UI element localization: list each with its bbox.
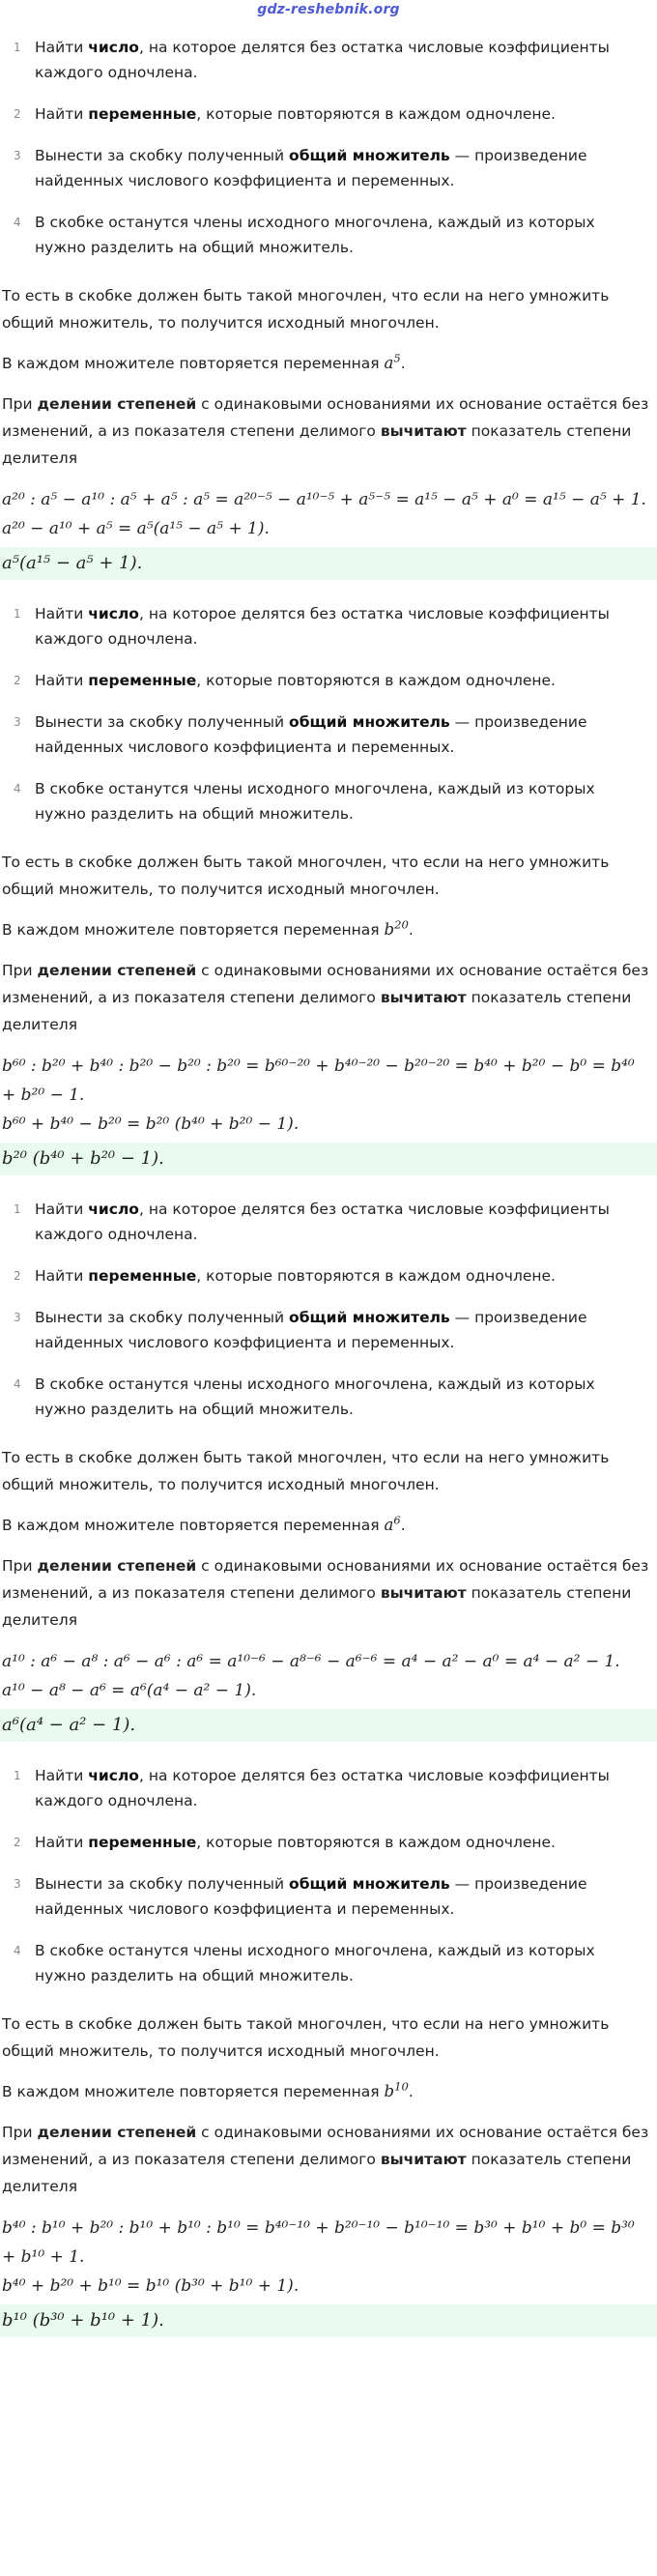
step-item bbox=[0, 35, 657, 85]
step-text bbox=[35, 101, 556, 127]
explanation-paragraph: То есть в скобке должен быть такой многочлен, что если на него умножить общий множитель, то получится исходный многочлен. bbox=[2, 287, 610, 332]
step-text-start: Найти bbox=[35, 605, 89, 622]
step-text-start: Найти bbox=[35, 1267, 89, 1285]
step-text-start: Найти bbox=[35, 1834, 89, 1851]
step-number: 2 bbox=[14, 1836, 21, 1849]
step-item bbox=[0, 1938, 657, 1988]
step-text-start: В скобке останутся члены исходного многочлена, каждый из которых нужно разделить на общий множитель. bbox=[35, 214, 595, 256]
step-item bbox=[0, 601, 657, 651]
division-rule-text: При bbox=[2, 1557, 38, 1575]
step-text-end: , на которое делятся без остатка числовые коэффициенты каждого одночлена. bbox=[35, 1767, 610, 1809]
step-text bbox=[35, 1263, 556, 1288]
factored-expression: a¹⁰ − a⁸ − a⁶ = a⁶(a⁴ − a² − 1). bbox=[2, 1681, 257, 1700]
step-item bbox=[0, 1197, 657, 1247]
common-variable-math bbox=[384, 1513, 401, 1534]
step-text-end: , которые повторяются в каждом одночлене. bbox=[196, 1834, 556, 1851]
step-text-end: , на которое делятся без остатка числовые коэффициенты каждого одночлена. bbox=[35, 1201, 610, 1243]
variable-base: a bbox=[384, 354, 394, 372]
division-rule-bold: вычитают bbox=[380, 1584, 467, 1602]
division-rule-text: с одинаковыми основаниями их основание остаётся без изменений, а из показателя степени делимого bbox=[2, 1557, 649, 1602]
step-item bbox=[0, 1830, 657, 1855]
step-item bbox=[0, 1263, 657, 1288]
step-number: 2 bbox=[14, 1269, 21, 1283]
answer-bar: b¹⁰ (b³⁰ + b¹⁰ + 1). bbox=[0, 2304, 657, 2337]
division-calculation: b⁴⁰ : b¹⁰ + b²⁰ : b¹⁰ + b¹⁰ : b¹⁰ = b⁴⁰⁻¹⁰ + b²⁰⁻¹⁰ − b¹⁰⁻¹⁰ = b³⁰ + b¹⁰ + b⁰ = b³⁰ + b¹⁰ + 1. bbox=[2, 2218, 635, 2267]
division-rule-text: с одинаковыми основаниями их основание остаётся без изменений, а из показателя степени делимого bbox=[2, 2124, 649, 2168]
step-item bbox=[0, 709, 657, 760]
step-text-end: — произведение найденных числового коэффициента и переменных. bbox=[35, 1875, 587, 1918]
step-number: 2 bbox=[14, 107, 21, 121]
step-text-bold: переменные bbox=[88, 1267, 197, 1285]
division-rule-paragraph bbox=[0, 391, 657, 472]
division-rule-text: При bbox=[2, 962, 38, 979]
step-text-end: — произведение найденных числового коэффициента и переменных. bbox=[35, 1309, 587, 1351]
variable-exponent: 6 bbox=[393, 1513, 401, 1527]
step-number: 1 bbox=[14, 607, 21, 621]
step-number: 4 bbox=[14, 782, 21, 796]
step-text bbox=[35, 601, 630, 651]
step-text-end: , на которое делятся без остатка числовые коэффициенты каждого одночлена. bbox=[35, 39, 610, 81]
step-text-start: Вынести за скобку полученный bbox=[35, 1309, 290, 1326]
step-text-bold: число bbox=[88, 1201, 139, 1218]
step-text bbox=[35, 1830, 556, 1855]
solution-block bbox=[0, 588, 657, 1175]
factored-expression: a²⁰ − a¹⁰ + a⁵ = a⁵(a¹⁵ − a⁵ + 1). bbox=[2, 519, 270, 538]
step-text-end: , которые повторяются в каждом одночлене. bbox=[196, 105, 556, 123]
step-text-bold: число bbox=[88, 1767, 139, 1784]
division-rule-bold: вычитают bbox=[380, 422, 467, 440]
common-variable-math bbox=[384, 917, 409, 939]
explanation-paragraph: То есть в скобке должен быть такой многочлен, что если на него умножить общий множитель, то получится исходный многочлен. bbox=[2, 1449, 610, 1493]
common-variable-text: В каждом множителе повторяется переменная bbox=[2, 2083, 385, 2100]
step-text-start: Найти bbox=[35, 1767, 89, 1784]
step-text-bold: переменные bbox=[88, 105, 197, 123]
step-text bbox=[35, 709, 630, 760]
division-rule-text: с одинаковыми основаниями их основание остаётся без изменений, а из показателя степени делимого bbox=[2, 962, 649, 1006]
factored-expression: b⁴⁰ + b²⁰ + b¹⁰ = b¹⁰ (b³⁰ + b¹⁰ + 1). bbox=[2, 2276, 300, 2296]
steps-list bbox=[0, 1183, 657, 1444]
site-logo[interactable]: gdz-reshebnik.org bbox=[257, 2, 400, 17]
step-number: 1 bbox=[14, 1769, 21, 1782]
step-text-bold: число bbox=[88, 605, 139, 622]
division-rule-text: При bbox=[2, 2124, 38, 2141]
division-rule-paragraph bbox=[0, 957, 657, 1038]
step-number: 3 bbox=[14, 715, 21, 729]
common-variable-text: В каждом множителе повторяется переменная bbox=[2, 355, 385, 372]
division-rule-text: показатель степени делителя bbox=[2, 422, 632, 467]
step-item bbox=[0, 210, 657, 260]
common-variable-math bbox=[384, 351, 401, 372]
step-number: 3 bbox=[14, 1877, 21, 1891]
step-text-end: — произведение найденных числового коэффициента и переменных. bbox=[35, 147, 587, 189]
division-rule-text: показатель степени делителя bbox=[2, 2151, 632, 2195]
step-text-start: Вынести за скобку полученный bbox=[35, 147, 290, 164]
step-item bbox=[0, 1763, 657, 1813]
division-calculation: a¹⁰ : a⁶ − a⁸ : a⁶ − a⁶ : a⁶ = a¹⁰⁻⁶ − a⁸⁻⁶ − a⁶⁻⁶ = a⁴ − a² − a⁰ = a⁴ − a² − 1. bbox=[2, 1652, 620, 1671]
step-text-end: — произведение найденных числового коэффициента и переменных. bbox=[35, 713, 587, 756]
steps-list bbox=[0, 1750, 657, 2011]
variable-exponent: 5 bbox=[393, 351, 401, 365]
step-text bbox=[35, 35, 630, 85]
step-text bbox=[35, 668, 556, 693]
step-text-start: В скобке останутся члены исходного многочлена, каждый из которых нужно разделить на общий множитель. bbox=[35, 780, 595, 823]
step-text-bold: общий множитель bbox=[289, 1309, 450, 1326]
division-rule-text: показатель степени делителя bbox=[2, 1584, 632, 1629]
common-variable-paragraph: В каждом множителе повторяется переменная $a^6$. bbox=[2, 1513, 406, 1534]
division-calculation: b⁶⁰ : b²⁰ + b⁴⁰ : b²⁰ − b²⁰ : b²⁰ = b⁶⁰⁻²⁰ + b⁴⁰⁻²⁰ − b²⁰⁻²⁰ = b⁴⁰ + b²⁰ − b⁰ = b⁴⁰ + b²⁰ − 1. bbox=[2, 1056, 635, 1105]
step-text-bold: переменные bbox=[88, 672, 197, 689]
common-variable-paragraph: В каждом множителе повторяется переменная $a^5$. bbox=[2, 351, 406, 372]
step-text bbox=[35, 210, 630, 260]
variable-base: b bbox=[384, 2082, 395, 2100]
division-calculation: a²⁰ : a⁵ − a¹⁰ : a⁵ + a⁵ : a⁵ = a²⁰⁻⁵ − a¹⁰⁻⁵ + a⁵⁻⁵ = a¹⁵ − a⁵ + a⁰ = a¹⁵ − a⁵ + 1. bbox=[2, 490, 646, 509]
step-text-bold: общий множитель bbox=[289, 713, 450, 731]
step-text-end: , которые повторяются в каждом одночлене. bbox=[196, 1267, 556, 1285]
step-text bbox=[35, 1372, 630, 1422]
step-text-start: Вынести за скобку полученный bbox=[35, 1875, 290, 1893]
answer-bar: b²⁰ (b⁴⁰ + b²⁰ − 1). bbox=[0, 1143, 657, 1175]
explanation-paragraph: То есть в скобке должен быть такой многочлен, что если на него умножить общий множитель, то получится исходный многочлен. bbox=[2, 854, 610, 898]
step-text bbox=[35, 1938, 630, 1988]
variable-exponent: 20 bbox=[394, 917, 409, 932]
step-text bbox=[35, 143, 630, 193]
explanation-paragraph: То есть в скобке должен быть такой многочлен, что если на него умножить общий множитель, то получится исходный многочлен. bbox=[2, 2015, 610, 2060]
division-rule-text: показатель степени делителя bbox=[2, 989, 632, 1033]
step-number: 3 bbox=[14, 1311, 21, 1324]
step-item bbox=[0, 143, 657, 193]
step-number: 4 bbox=[14, 216, 21, 229]
division-rule-text: При bbox=[2, 395, 38, 413]
division-rule-text: с одинаковыми основаниями их основание остаётся без изменений, а из показателя степени делимого bbox=[2, 395, 649, 440]
common-variable-math bbox=[384, 2079, 409, 2100]
answer-bar: a⁵(a¹⁵ − a⁵ + 1). bbox=[0, 547, 657, 580]
step-text-start: Найти bbox=[35, 1201, 89, 1218]
division-rule-paragraph bbox=[0, 1552, 657, 1634]
division-rule-bold: делении степеней bbox=[37, 395, 197, 413]
step-text bbox=[35, 776, 630, 826]
step-text bbox=[35, 1871, 630, 1922]
step-number: 2 bbox=[14, 674, 21, 687]
steps-list bbox=[0, 588, 657, 849]
solution-block bbox=[0, 1750, 657, 2337]
division-rule-bold: вычитают bbox=[380, 989, 467, 1006]
step-text-start: Вынести за скобку полученный bbox=[35, 713, 290, 731]
step-text-start: Найти bbox=[35, 39, 89, 56]
division-rule-bold: делении степеней bbox=[37, 1557, 197, 1575]
step-text-bold: общий множитель bbox=[289, 147, 450, 164]
step-text-start: В скобке останутся члены исходного многочлена, каждый из которых нужно разделить на общий множитель. bbox=[35, 1942, 595, 1984]
variable-base: b bbox=[384, 920, 395, 939]
step-text-bold: общий множитель bbox=[289, 1875, 450, 1893]
step-item bbox=[0, 101, 657, 127]
answer-bar: a⁶(a⁴ − a² − 1). bbox=[0, 1709, 657, 1742]
step-text bbox=[35, 1197, 630, 1247]
step-number: 4 bbox=[14, 1377, 21, 1391]
common-variable-paragraph: В каждом множителе повторяется переменная $b^{20}$. bbox=[2, 917, 414, 939]
factored-expression: b⁶⁰ + b⁴⁰ − b²⁰ = b²⁰ (b⁴⁰ + b²⁰ − 1). bbox=[2, 1114, 300, 1134]
division-rule-bold: делении степеней bbox=[37, 2124, 197, 2141]
variable-base: a bbox=[384, 1516, 394, 1534]
step-number: 1 bbox=[14, 41, 21, 54]
division-rule-paragraph bbox=[0, 2119, 657, 2200]
step-number: 1 bbox=[14, 1202, 21, 1216]
step-text-start: Найти bbox=[35, 105, 89, 123]
step-text-start: В скобке останутся члены исходного многочлена, каждый из которых нужно разделить на общий множитель. bbox=[35, 1375, 595, 1418]
division-rule-bold: вычитают bbox=[380, 2151, 467, 2168]
solution-block bbox=[0, 1183, 657, 1742]
variable-exponent: 10 bbox=[394, 2079, 409, 2094]
step-text bbox=[35, 1763, 630, 1813]
step-text-end: , на которое делятся без остатка числовые коэффициенты каждого одночлена. bbox=[35, 605, 610, 648]
common-variable-text: В каждом множителе повторяется переменная bbox=[2, 921, 385, 939]
step-text-start: Найти bbox=[35, 672, 89, 689]
step-item bbox=[0, 1871, 657, 1922]
common-variable-text: В каждом множителе повторяется переменная bbox=[2, 1517, 385, 1534]
step-item bbox=[0, 668, 657, 693]
step-item bbox=[0, 1305, 657, 1355]
steps-list bbox=[0, 21, 657, 282]
step-text-end: , которые повторяются в каждом одночлене. bbox=[196, 672, 556, 689]
step-text bbox=[35, 1305, 630, 1355]
step-number: 3 bbox=[14, 149, 21, 162]
step-item bbox=[0, 1372, 657, 1422]
step-number: 4 bbox=[14, 1944, 21, 1957]
step-text-bold: число bbox=[88, 39, 139, 56]
division-rule-bold: делении степеней bbox=[37, 962, 197, 979]
common-variable-paragraph: В каждом множителе повторяется переменная $b^{10}$. bbox=[2, 2079, 414, 2100]
solution-block bbox=[0, 21, 657, 580]
solution-content bbox=[0, 21, 657, 2337]
step-text-bold: переменные bbox=[88, 1834, 197, 1851]
step-item bbox=[0, 776, 657, 826]
